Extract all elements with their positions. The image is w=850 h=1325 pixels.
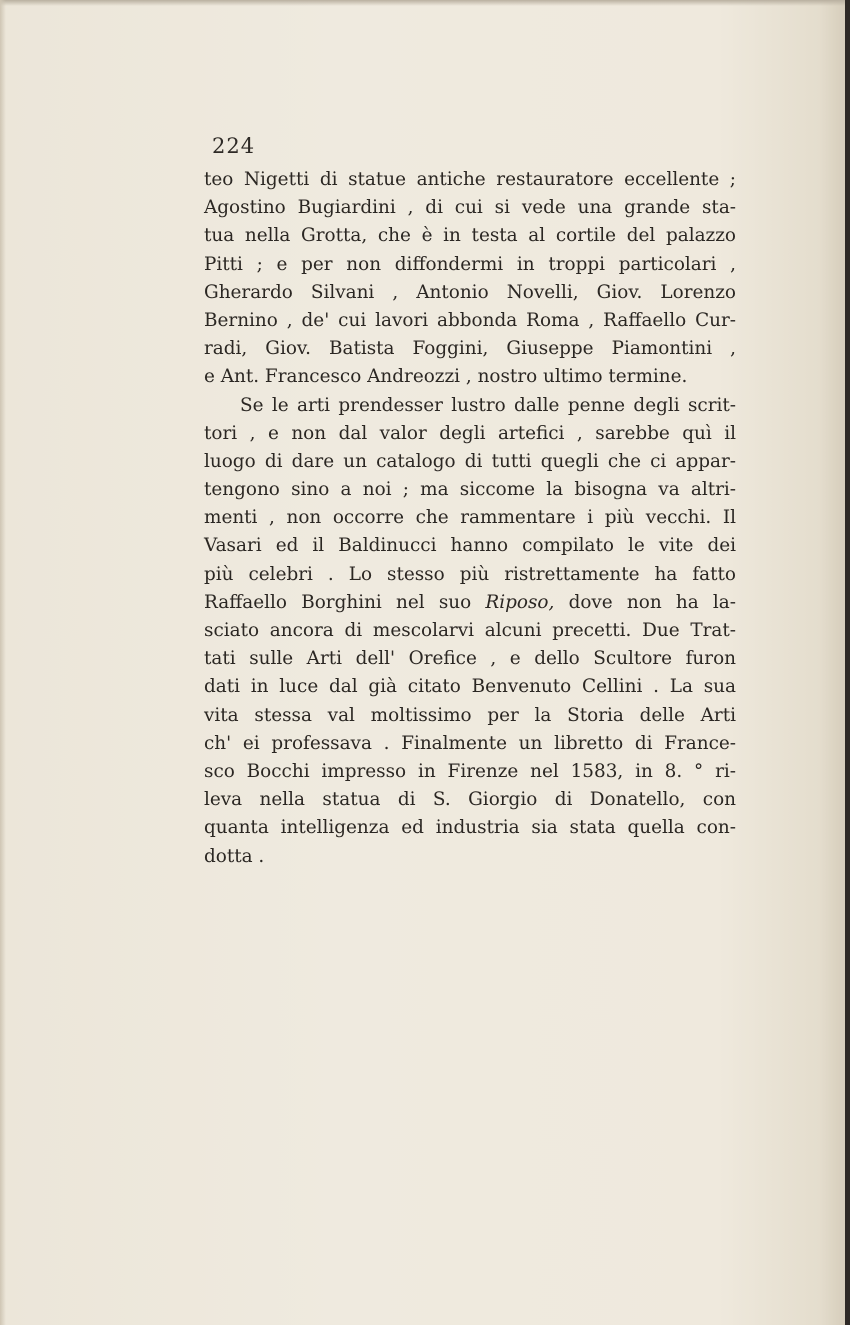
text-line xyxy=(204,589,736,617)
text-line: e Ant. Francesco Andreozzi , nostro ultimo termine. xyxy=(204,366,688,388)
text-line: menti , non occorre che rammentare i più vecchi. Il xyxy=(204,507,736,529)
text-line: tua nella Grotta, che è in testa al cortile del palazzo xyxy=(204,225,736,247)
text-line: più celebri . Lo stesso più ristrettamente ha fatto xyxy=(204,563,736,585)
text-line: Bernino , de' cui lavori abbonda Roma , Raffaello Cur- xyxy=(204,309,736,331)
text-line: Agostino Bugiardini , di cui si vede una grande sta- xyxy=(204,197,736,219)
text-line: tengono sino a noi ; ma siccome la bisogna va altri- xyxy=(204,479,736,501)
text-line: teo Nigetti di statue antiche restauratore eccellente ; xyxy=(204,169,736,190)
text-line: ch' ei professava . Finalmente un libretto di France- xyxy=(204,732,736,754)
text-segment: Raffaello Borghini nel suo xyxy=(204,591,472,613)
text-line: vita stessa val moltissimo per la Storia delle Arti xyxy=(204,704,736,726)
text-line: sciato ancora di mescolarvi alcuni precetti. Due Trat- xyxy=(204,620,736,641)
text-line: sco Bocchi impresso in Firenze nel 1583, in 8. ° ri- xyxy=(204,760,736,782)
text-line: quanta intelligenza ed industria sia stata quella con- xyxy=(204,817,736,839)
text-line: dati in luce dal già citato Benvenuto Cellini . La sua xyxy=(204,676,736,698)
text-segment: dove non ha la- xyxy=(568,591,736,613)
text-line: leva nella statua di S. Giorgio di Donatello, con xyxy=(204,789,736,811)
text-line: tori , e non dal valor degli artefici , sarebbe quì il xyxy=(204,422,736,444)
text-line: Gherardo Silvani , Antonio Novelli, Giov. Lorenzo xyxy=(204,281,736,303)
book-edge xyxy=(845,0,850,1325)
text-line: radi, Giov. Batista Foggini, Giuseppe Piamontini , xyxy=(204,338,736,360)
body-text xyxy=(204,166,736,871)
text-line: dotta . xyxy=(204,845,265,867)
text-line: Se le arti prendesser lustro dalle penne degli scrit- xyxy=(240,394,736,416)
text-line: luogo di dare un catalogo di tutti quegli che ci appar- xyxy=(204,450,736,472)
page-number: 224 xyxy=(212,134,256,158)
italic-title: Riposo, xyxy=(485,591,555,613)
text-line: tati sulle Arti dell' Orefice , e dello Scultore furon xyxy=(204,648,736,670)
text-line: Pitti ; e per non diffondermi in troppi particolari , xyxy=(204,253,736,275)
text-line: Vasari ed il Baldinucci hanno compilato le vite dei xyxy=(204,535,736,557)
